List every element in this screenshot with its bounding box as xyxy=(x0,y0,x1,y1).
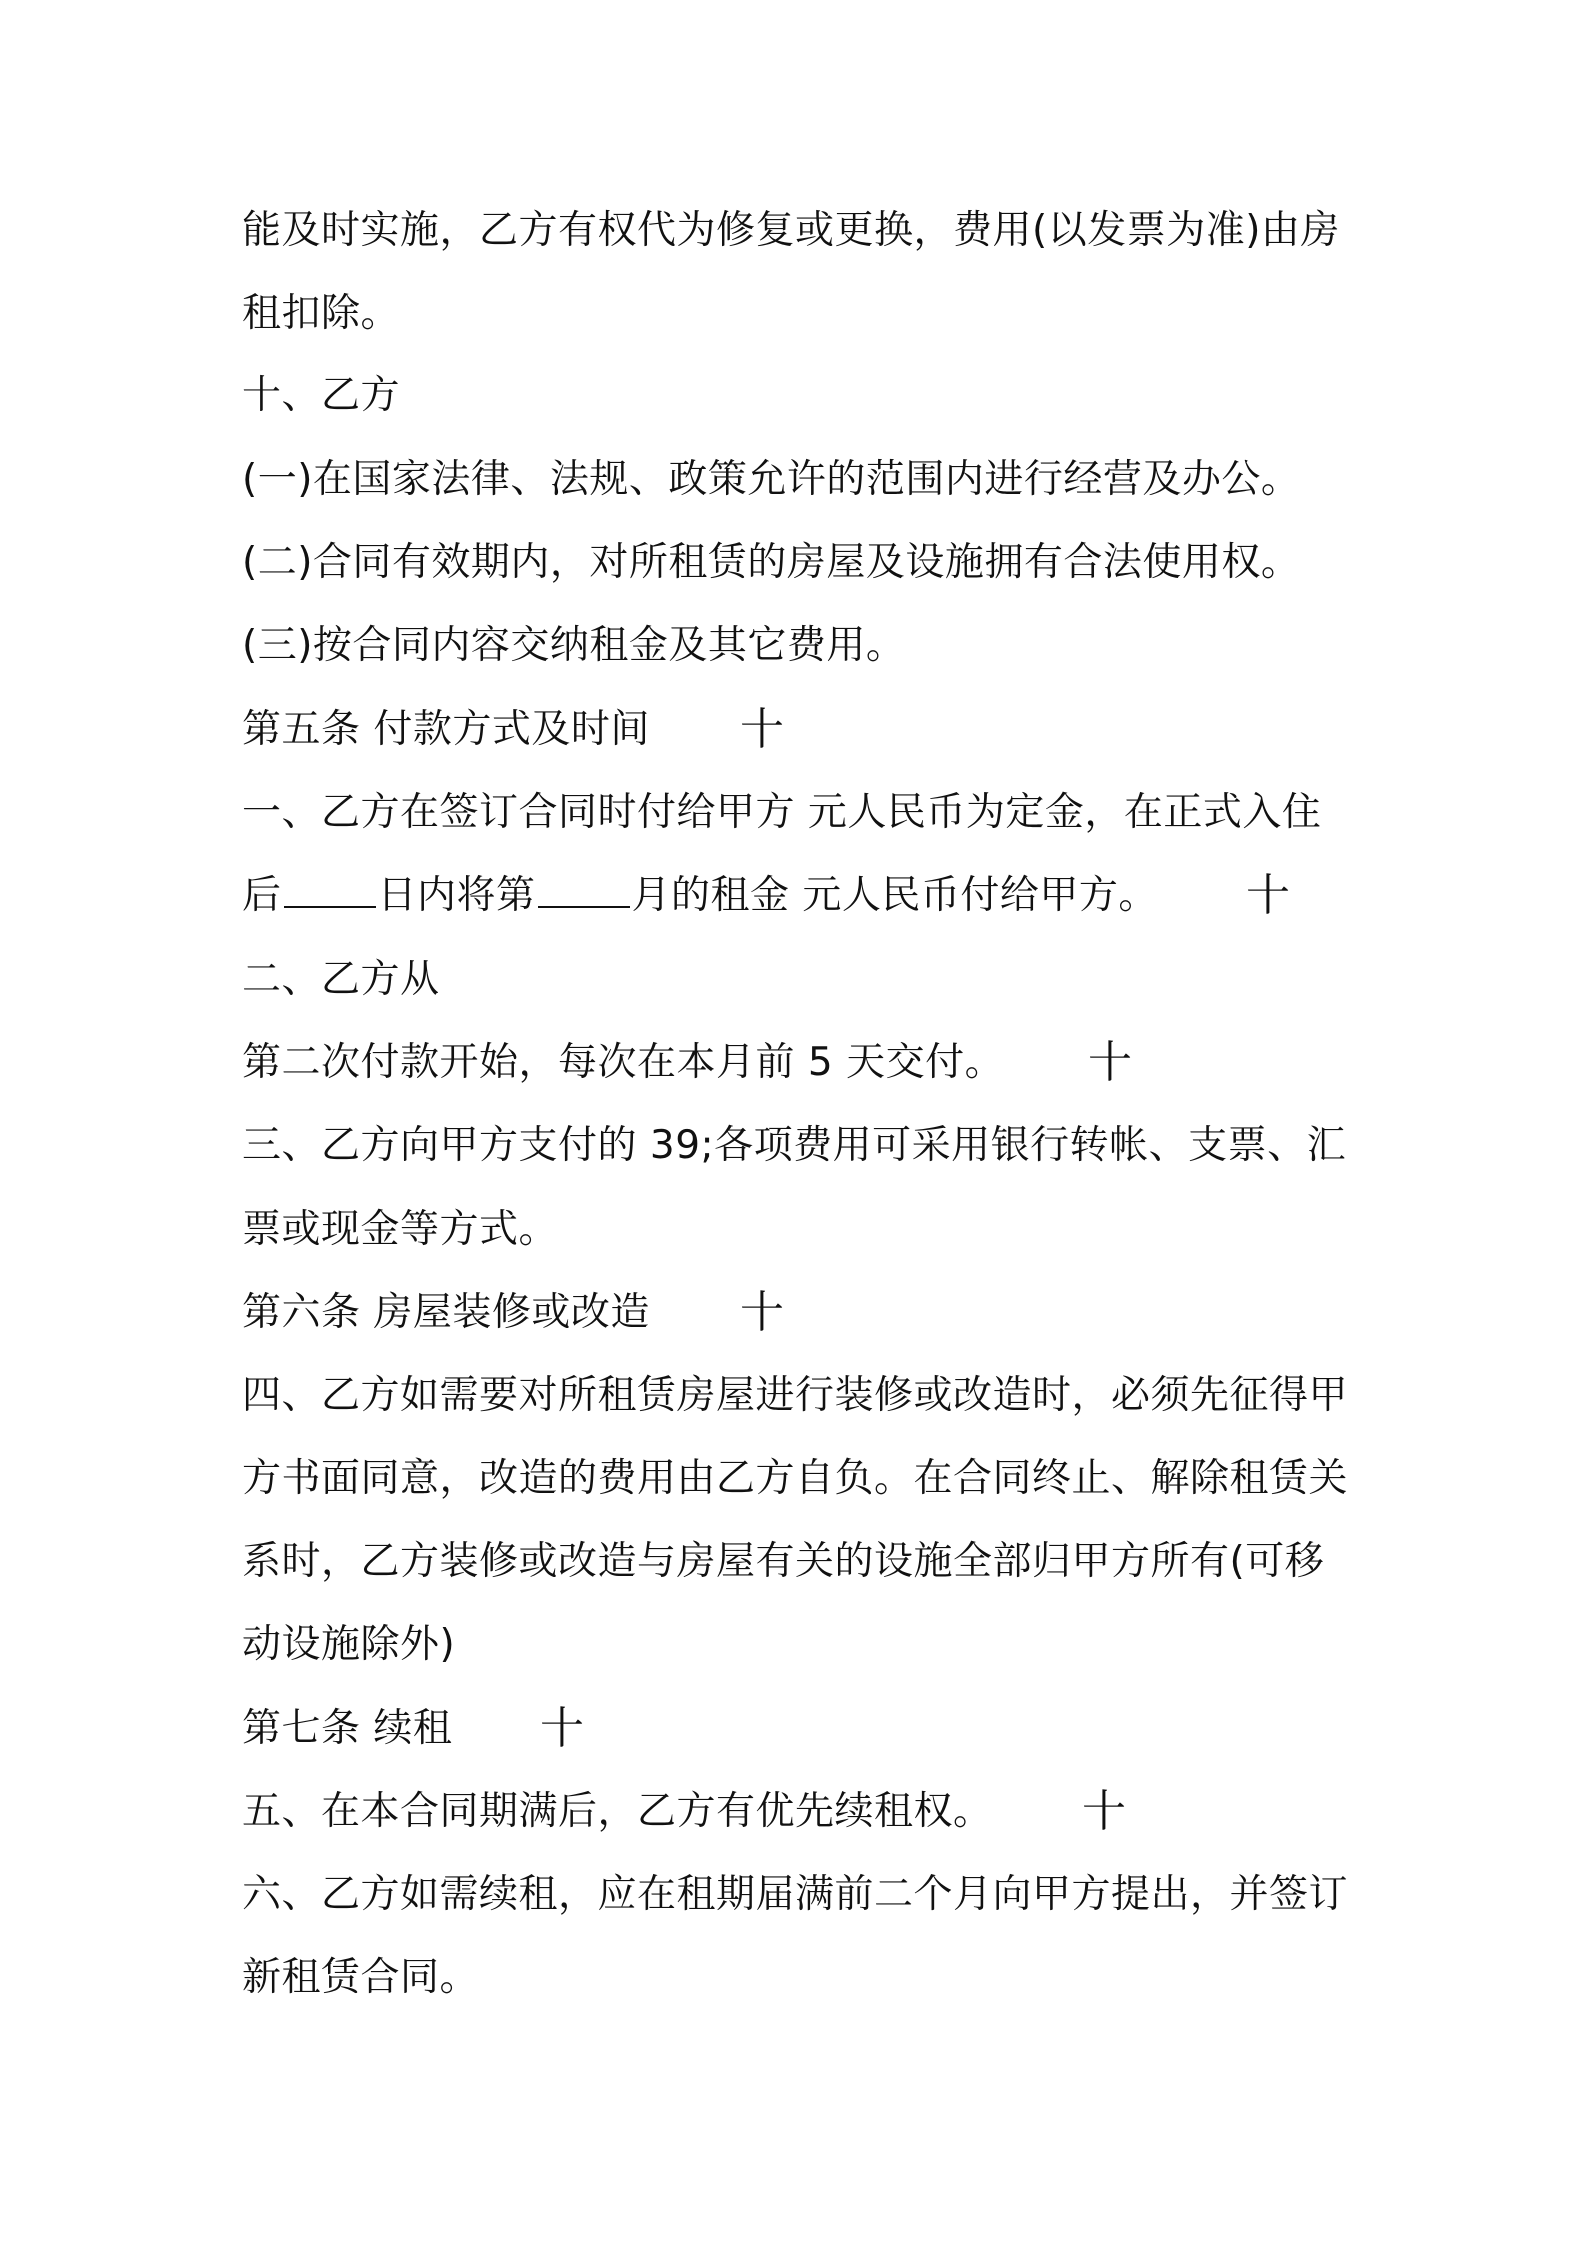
fill-blank xyxy=(538,872,630,908)
fill-blank xyxy=(284,872,376,908)
text-line: 动设施除外) xyxy=(242,1622,456,1667)
section-heading: 十、乙方 xyxy=(242,373,401,418)
text-line-with-blanks xyxy=(242,866,1362,926)
text-line: 二、乙方从 xyxy=(242,957,440,1002)
text-line: 方书面同意，改造的费用由乙方自负。在合同终止、解除租赁关 xyxy=(242,1456,1349,1501)
article-heading: 第五条 付款方式及时间 xyxy=(242,707,650,752)
text-line: 租扣除。 xyxy=(242,291,401,336)
text-line: 四、乙方如需要对所租赁房屋进行装修或改造时，必须先征得甲 xyxy=(242,1373,1349,1418)
text-line: (二)合同有效期内，对所租赁的房屋及设施拥有合法使用权。 xyxy=(242,540,1301,585)
text-line: 一、乙方在签订合同时付给甲方 元人民币为定金，在正式入住 xyxy=(242,790,1322,835)
text-line: 能及时实施，乙方有权代为修复或更换，费用(以发票为准)由房 xyxy=(242,208,1340,253)
text-line: (三)按合同内容交纳租金及其它费用。 xyxy=(242,623,906,668)
text-line: 六、乙方如需续租，应在租期届满前二个月向甲方提出，并签订 xyxy=(242,1872,1349,1917)
plus-marker: 十 xyxy=(540,1703,584,1754)
text-line: 第二次付款开始，每次在本月前 5 天交付。 xyxy=(242,1040,1005,1085)
plus-marker: 十 xyxy=(1088,1037,1132,1088)
text-segment: 日内将第 xyxy=(377,873,536,918)
text-line: (一)在国家法律、法规、政策允许的范围内进行经营及办公。 xyxy=(242,457,1301,502)
text-line: 系时，乙方装修或改造与房屋有关的设施全部归甲方所有(可移 xyxy=(242,1539,1325,1584)
text-line: 票或现金等方式。 xyxy=(242,1207,559,1252)
text-segment: 后 xyxy=(242,873,282,918)
plus-marker: 十 xyxy=(1082,1786,1126,1837)
plus-marker: 十 xyxy=(1246,870,1290,921)
text-line: 五、在本合同期满后，乙方有优先续租权。 xyxy=(242,1789,993,1834)
plus-marker: 十 xyxy=(740,704,784,755)
plus-marker: 十 xyxy=(740,1287,784,1338)
text-segment: 月的租金 元人民币付给甲方。 xyxy=(631,873,1158,918)
text-line: 新租赁合同。 xyxy=(242,1955,480,2000)
article-heading: 第七条 续租 xyxy=(242,1706,453,1751)
text-line: 三、乙方向甲方支付的 39;各项费用可采用银行转帐、支票、汇 xyxy=(242,1123,1347,1168)
article-heading: 第六条 房屋装修或改造 xyxy=(242,1290,650,1335)
